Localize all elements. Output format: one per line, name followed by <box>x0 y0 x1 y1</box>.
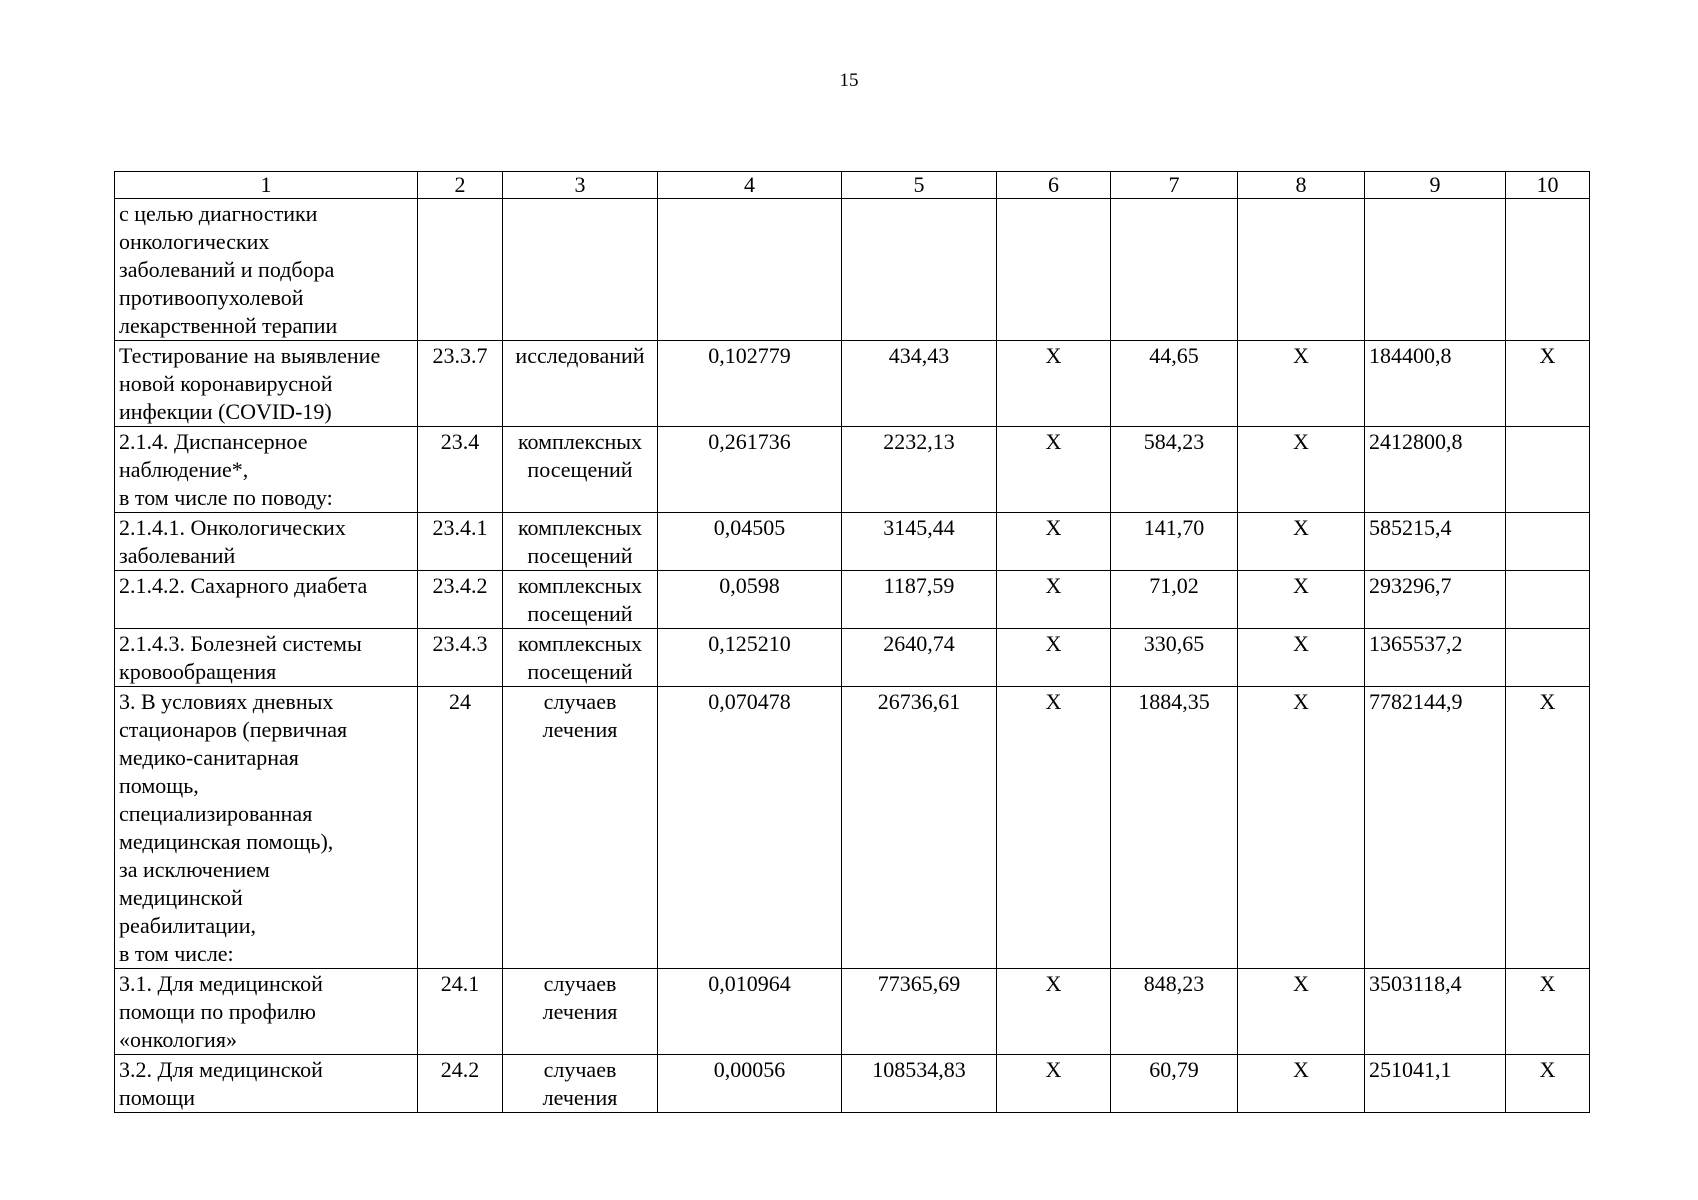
table-cell-col-6 <box>997 199 1111 341</box>
table-cell-col-7: 330,65 <box>1111 629 1238 687</box>
table-row <box>115 571 1590 629</box>
table-row <box>115 341 1590 427</box>
table-cell-col-10: X <box>1506 687 1590 969</box>
table-cell-col-2: 23.3.7 <box>418 341 503 427</box>
table-cell-col-9: 585215,4 <box>1365 513 1506 571</box>
table-cell-col-4: 0,010964 <box>658 969 842 1055</box>
table-cell-col-1: 3.2. Для медицинской помощи <box>115 1055 418 1113</box>
table-cell-col-9: 2412800,8 <box>1365 427 1506 513</box>
header-cell-9: 9 <box>1365 172 1506 199</box>
table-cell-col-9: 251041,1 <box>1365 1055 1506 1113</box>
table-cell-col-10 <box>1506 629 1590 687</box>
table-cell-col-8: X <box>1238 969 1365 1055</box>
table-row <box>115 687 1590 969</box>
header-row <box>115 172 1590 199</box>
table-cell-col-2: 24.2 <box>418 1055 503 1113</box>
table-cell-col-4 <box>658 199 842 341</box>
table-cell-col-7: 848,23 <box>1111 969 1238 1055</box>
table-cell-col-5: 2640,74 <box>842 629 997 687</box>
table-cell-col-6: X <box>997 427 1111 513</box>
table-row <box>115 1055 1590 1113</box>
table-cell-col-10 <box>1506 571 1590 629</box>
table-cell-col-8: X <box>1238 571 1365 629</box>
table-cell-col-3: комплексных посещений <box>503 571 658 629</box>
table-cell-col-2: 23.4.1 <box>418 513 503 571</box>
table-cell-col-6: X <box>997 341 1111 427</box>
table-cell-col-9: 7782144,9 <box>1365 687 1506 969</box>
table-cell-col-9: 293296,7 <box>1365 571 1506 629</box>
table-cell-col-6: X <box>997 513 1111 571</box>
table-cell-col-8: X <box>1238 629 1365 687</box>
table-cell-col-2: 24.1 <box>418 969 503 1055</box>
table-cell-col-9: 1365537,2 <box>1365 629 1506 687</box>
table-cell-col-9: 184400,8 <box>1365 341 1506 427</box>
table-cell-col-6: X <box>997 629 1111 687</box>
header-cell-7: 7 <box>1111 172 1238 199</box>
table-cell-col-1: 2.1.4. Диспансерное наблюдение*, в том числе по поводу: <box>115 427 418 513</box>
table-cell-col-5: 434,43 <box>842 341 997 427</box>
table-cell-col-8: X <box>1238 513 1365 571</box>
table-cell-col-4: 0,261736 <box>658 427 842 513</box>
table-cell-col-4: 0,102779 <box>658 341 842 427</box>
table-cell-col-1: 2.1.4.1. Онкологических заболеваний <box>115 513 418 571</box>
table-cell-col-8 <box>1238 199 1365 341</box>
table-row <box>115 513 1590 571</box>
table-cell-col-7: 44,65 <box>1111 341 1238 427</box>
table-cell-col-10 <box>1506 199 1590 341</box>
table-cell-col-1: 2.1.4.2. Сахарного диабета <box>115 571 418 629</box>
header-cell-4: 4 <box>658 172 842 199</box>
header-cell-5: 5 <box>842 172 997 199</box>
table-cell-col-7: 71,02 <box>1111 571 1238 629</box>
table-cell-col-6: X <box>997 969 1111 1055</box>
table-cell-col-4: 0,0598 <box>658 571 842 629</box>
table-row <box>115 199 1590 341</box>
table-cell-col-4: 0,070478 <box>658 687 842 969</box>
table-cell-col-7: 584,23 <box>1111 427 1238 513</box>
table-cell-col-3: комплексных посещений <box>503 513 658 571</box>
table-cell-col-5: 108534,83 <box>842 1055 997 1113</box>
table-cell-col-6: X <box>997 1055 1111 1113</box>
table-row <box>115 427 1590 513</box>
table-cell-col-1: 3. В условиях дневных стационаров (первичная медико-санитарная помощь, специализированная медицинская помощь), за исключением медицинской реабилитации, в том числе: <box>115 687 418 969</box>
table-cell-col-2: 24 <box>418 687 503 969</box>
table-cell-col-3: комплексных посещений <box>503 427 658 513</box>
table-cell-col-3: случаев лечения <box>503 969 658 1055</box>
table-cell-col-2: 23.4.3 <box>418 629 503 687</box>
table-row <box>115 629 1590 687</box>
table-cell-col-5: 2232,13 <box>842 427 997 513</box>
table-cell-col-3: исследований <box>503 341 658 427</box>
table-cell-col-7: 141,70 <box>1111 513 1238 571</box>
table-cell-col-10 <box>1506 427 1590 513</box>
table-cell-col-8: X <box>1238 1055 1365 1113</box>
table-cell-col-5 <box>842 199 997 341</box>
header-cell-1: 1 <box>115 172 418 199</box>
table-cell-col-2 <box>418 199 503 341</box>
table-cell-col-10: X <box>1506 1055 1590 1113</box>
table-cell-col-3 <box>503 199 658 341</box>
table-cell-col-5: 1187,59 <box>842 571 997 629</box>
table-cell-col-9: 3503118,4 <box>1365 969 1506 1055</box>
table-cell-col-5: 3145,44 <box>842 513 997 571</box>
table-cell-col-5: 77365,69 <box>842 969 997 1055</box>
table-cell-col-4: 0,125210 <box>658 629 842 687</box>
table-body <box>115 172 1590 1113</box>
header-cell-3: 3 <box>503 172 658 199</box>
table-cell-col-5: 26736,61 <box>842 687 997 969</box>
table-cell-col-4: 0,00056 <box>658 1055 842 1113</box>
table-cell-col-10 <box>1506 513 1590 571</box>
table-cell-col-8: X <box>1238 427 1365 513</box>
table-cell-col-2: 23.4.2 <box>418 571 503 629</box>
table-cell-col-6: X <box>997 687 1111 969</box>
header-cell-2: 2 <box>418 172 503 199</box>
table-cell-col-1: 3.1. Для медицинской помощи по профилю «онкология» <box>115 969 418 1055</box>
table-cell-col-6: X <box>997 571 1111 629</box>
header-cell-6: 6 <box>997 172 1111 199</box>
table-cell-col-8: X <box>1238 341 1365 427</box>
header-cell-10: 10 <box>1506 172 1590 199</box>
table-cell-col-7: 60,79 <box>1111 1055 1238 1113</box>
page-number: 15 <box>839 70 859 91</box>
table-cell-col-7 <box>1111 199 1238 341</box>
table-cell-col-4: 0,04505 <box>658 513 842 571</box>
data-table <box>114 171 1590 1113</box>
table-cell-col-3: комплексных посещений <box>503 629 658 687</box>
table-cell-col-9 <box>1365 199 1506 341</box>
table-cell-col-1: Тестирование на выявление новой коронавирусной инфекции (COVID-19) <box>115 341 418 427</box>
table-cell-col-1: 2.1.4.3. Болезней системы кровообращения <box>115 629 418 687</box>
table-cell-col-8: X <box>1238 687 1365 969</box>
table-cell-col-10: X <box>1506 341 1590 427</box>
table-cell-col-3: случаев лечения <box>503 687 658 969</box>
table-row <box>115 969 1590 1055</box>
table-cell-col-3: случаев лечения <box>503 1055 658 1113</box>
table-cell-col-1: с целью диагностики онкологических заболеваний и подбора противоопухолевой лекарственной терапии <box>115 199 418 341</box>
table-cell-col-10: X <box>1506 969 1590 1055</box>
table-cell-col-7: 1884,35 <box>1111 687 1238 969</box>
table-cell-col-2: 23.4 <box>418 427 503 513</box>
header-cell-8: 8 <box>1238 172 1365 199</box>
